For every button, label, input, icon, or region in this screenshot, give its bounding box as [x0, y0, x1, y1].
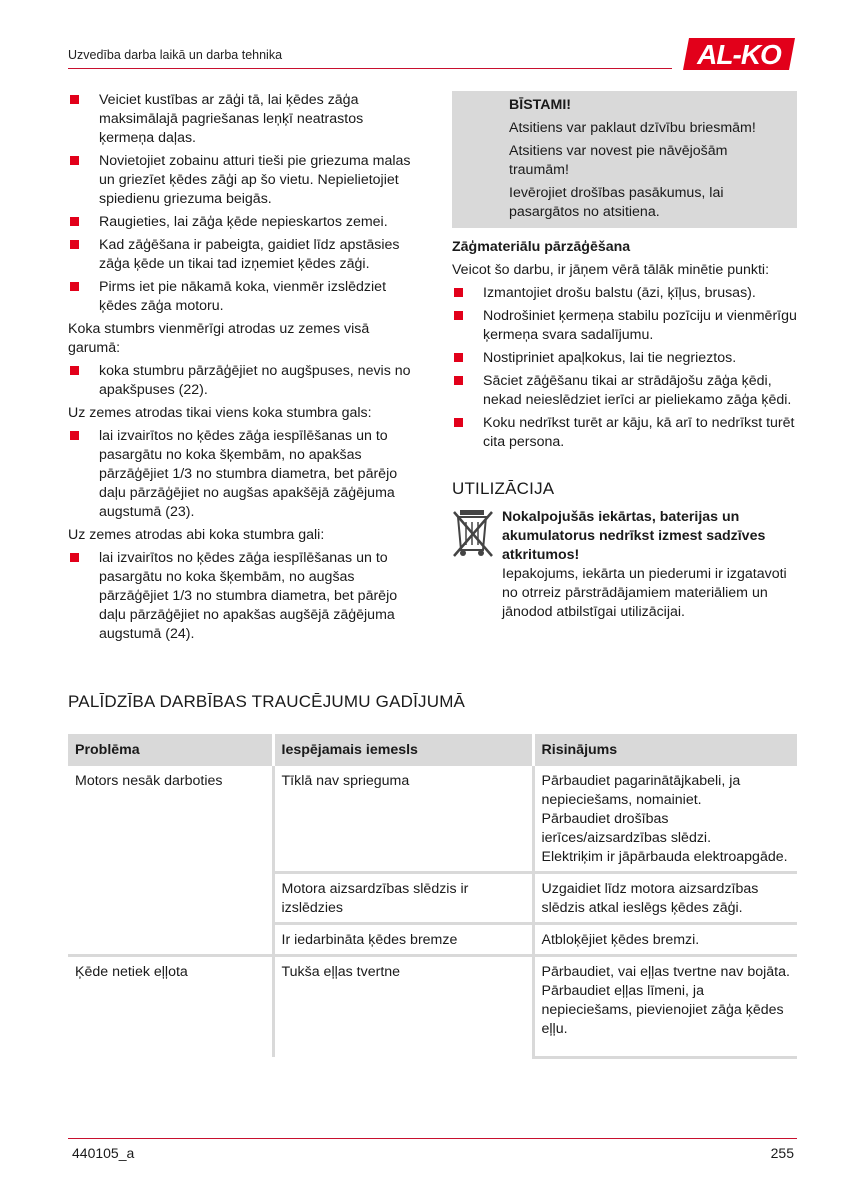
header-rule	[68, 68, 672, 69]
bullet-list-4	[68, 549, 414, 644]
list-item: Pirms iet pie nākamā koka, vienmēr izslēdziet ķēdes zāģa motoru.	[68, 278, 414, 316]
paragraph: Uz zemes atrodas tikai viens koka stumbra gals:	[68, 405, 372, 421]
solution-cell: Pārbaudiet pagarinātājkabeli, ja nepieciešams, nomainiet. Pārbaudiet drošības ierīces/aizsardzības slēdzi. Elektriķim ir jāpārbauda elektroapgāde.	[533, 766, 797, 873]
list-item: lai izvairītos no ķēdes zāģa iespīlēšanas un to pasargātu no koka šķembām, no augšas pārzāģējiet 1/3 no stumbra diametra, bet pārējo daļu pārzāģējiet no apakšas augšējā zāģējuma augstumā (24).	[68, 549, 414, 644]
problem-cell: Ķēde netiek eļļota	[68, 956, 273, 1058]
bullet-list-1	[68, 91, 414, 316]
disposal-warning: Nokalpojušās iekārtas, baterijas un akumulatorus nedrīkst izmest sadzīves atkritumos!	[502, 509, 766, 563]
troubleshooting-title: PALĪDZĪBA DARBĪBAS TRAUCĒJUMU GADĪJUMĀ	[68, 692, 466, 711]
danger-line: Atsitiens var novest pie nāvējošām traumām!	[509, 143, 728, 178]
solution-cell: Pārbaudiet, vai eļļas tvertne nav bojāta. Pārbaudiet eļļas līmeni, ja nepieciešams, pievienojiet zāģa ķēdes eļļu.	[533, 956, 797, 1058]
crossed-bin-icon	[452, 508, 496, 558]
disposal-title: UTILIZĀCIJA	[452, 479, 555, 498]
header-title: Uzvedība darba laikā un darba tehnika	[68, 48, 283, 62]
column-header: Risinājums	[533, 734, 797, 766]
section-subheading: Zāģmateriālu pārzāģēšana	[452, 239, 631, 255]
cause-cell: Tīklā nav sprieguma	[273, 766, 533, 873]
cause-cell: Tukša eļļas tvertne	[273, 956, 533, 1058]
list-item: Raugieties, lai zāģa ķēde nepieskartos zemei.	[68, 213, 414, 232]
footer-rule	[68, 1138, 797, 1139]
list-item: lai izvairītos no ķēdes zāģa iespīlēšanas un to pasargātu no koka šķembām, no apakšas pārzāģējiet 1/3 no stumbra diametra, bet pārējo daļu pārzāģējiet no augšas apakšējā zāģējuma augstumā (23).	[68, 427, 414, 522]
solution-cell: Atbloķējiet ķēdes bremzi.	[533, 924, 797, 956]
bullet-list-right	[452, 284, 797, 452]
paragraph: Koka stumbrs vienmērīgi atrodas uz zemes visā garumā:	[68, 321, 370, 356]
list-item: Sāciet zāģēšanu tikai ar strādājošu zāģa ķēdi, nekad neieslēdziet ierīci ar pieliekamo zāģa ķēdi.	[452, 372, 797, 410]
list-item: Nostipriniet apaļkokus, lai tie negrieztos.	[452, 349, 797, 368]
list-item: Kad zāģēšana ir pabeigta, gaidiet līdz apstāsies zāģa ķēde un tikai tad izņemiet ķēdes zāģi.	[68, 236, 414, 274]
list-item: Veiciet kustības ar zāģi tā, lai ķēdes zāģa maksimālajā pagriešanas leņķī neatrastos ķermeņa daļas.	[68, 91, 414, 148]
right-column	[452, 91, 797, 622]
paragraph: Veicot šo darbu, ir jāņem vērā tālāk minētie punkti:	[452, 262, 770, 278]
bullet-list-2	[68, 362, 414, 400]
disposal-block	[452, 508, 797, 622]
list-item: koka stumbru pārzāģējiet no augšpuses, nevis no apakšpuses (22).	[68, 362, 414, 400]
list-item: Novietojiet zobainu atturi tieši pie griezuma malas un griezīet ķēdes zāģi ap šo vietu. Nepielietojiet spiedienu griezuma beigās.	[68, 152, 414, 209]
table-header-row	[68, 734, 797, 766]
logo-text: AL-KO	[697, 39, 781, 70]
column-header: Problēma	[68, 734, 273, 766]
list-item: Izmantojiet drošu balstu (āzi, ķīļus, brusas).	[452, 284, 797, 303]
solution-cell: Uzgaidiet līdz motora aizsardzības slēdzis atkal ieslēgs ķēdes zāģi.	[533, 873, 797, 924]
list-item: Nodrošiniet ķermeņa stabilu pozīciju и vienmērīgu ķermeņa svara sadalījumu.	[452, 307, 797, 345]
paragraph: Uz zemes atrodas abi koka stumbra gali:	[68, 527, 325, 543]
cause-cell: Motora aizsardzības slēdzis ir izslēdzies	[273, 873, 533, 924]
al-ko-logo	[683, 36, 797, 72]
troubleshooting-table	[68, 734, 797, 1059]
document-code: 440105_a	[72, 1145, 135, 1161]
table-row	[68, 766, 797, 873]
bullet-list-3	[68, 427, 414, 522]
danger-box	[452, 91, 797, 228]
left-column	[68, 91, 414, 648]
page-number: 255	[770, 1145, 794, 1161]
danger-line: Ievērojiet drošības pasākumus, lai pasargātos no atsitiena.	[509, 185, 724, 220]
list-item: Koku nedrīkst turēt ar kāju, kā arī to nedrīkst turēt cita persona.	[452, 414, 797, 452]
disposal-text: Iepakojums, iekārta un piederumi ir izgatavoti no otrreiz pārstrādājamiem materiāliem un jānodod atbilstīgai utilizācijai.	[502, 566, 787, 620]
danger-line: Atsitiens var paklaut dzīvību briesmām!	[509, 120, 756, 136]
table-row	[68, 956, 797, 1058]
cause-cell: Ir iedarbināta ķēdes bremze	[273, 924, 533, 956]
problem-cell: Motors nesāk darboties	[68, 766, 273, 956]
column-header: Iespējamais iemesls	[273, 734, 533, 766]
danger-heading: BĪSTAMI!	[509, 97, 571, 113]
